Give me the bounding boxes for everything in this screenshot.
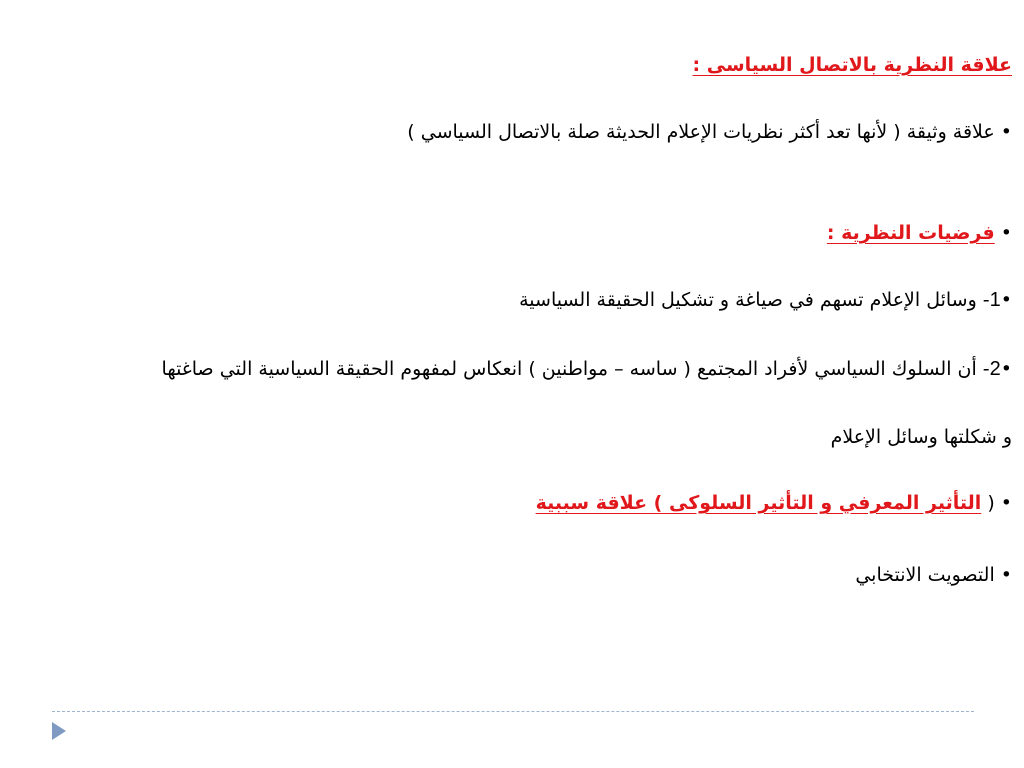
hypothesis-1-text: - وسائل الإعلام تسهم في صياغة و تشكيل الحقيقة السياسية xyxy=(519,289,990,311)
hypothesis-2-continuation xyxy=(831,424,1012,450)
hypotheses-heading-text: فرضيات النظرية : xyxy=(826,222,995,244)
hypothesis-2-text: - أن السلوك السياسي لأفراد المجتمع ( ساسه – مواطنين ) انعكاس لمفهوم الحقيقة السياسية التي صاغتها xyxy=(161,358,990,380)
effect-bullet xyxy=(536,490,1012,516)
bullet-icon: • xyxy=(1000,492,1012,514)
hypothesis-2-number: 2 xyxy=(989,358,1001,380)
bullet-icon: • xyxy=(1000,564,1012,586)
effect-text: التأثير المعرفي و التأثير السلوكى ) علاقة سببية xyxy=(535,492,982,514)
bullet-icon: • xyxy=(1000,222,1012,244)
relation-text: علاقة وثيقة ( لأنها تعد أكثر نظريات الإعلام الحديثة صلة بالاتصال السياسي ) xyxy=(407,121,995,143)
hypotheses-heading xyxy=(827,220,1012,246)
voting-text: التصويت الانتخابي xyxy=(855,564,995,586)
bullet-icon: • xyxy=(1000,121,1012,143)
relation-bullet xyxy=(407,119,1012,145)
play-arrow-icon[interactable] xyxy=(51,721,67,741)
hypothesis-2 xyxy=(162,356,1012,382)
footer-divider xyxy=(52,711,974,712)
hypothesis-1 xyxy=(519,287,1012,313)
hypothesis-1-number: 1 xyxy=(989,289,1001,311)
hypothesis-2-continuation-text: و شكلتها وسائل الإعلام xyxy=(830,426,1012,448)
slide-title xyxy=(693,52,1012,78)
bullet-icon: • xyxy=(1000,358,1012,380)
voting-bullet xyxy=(855,562,1012,588)
slide-title-text: علاقة النظرية بالاتصال السياسى : xyxy=(692,54,1012,76)
effect-open-paren: ( xyxy=(987,492,995,514)
bullet-icon: • xyxy=(1000,289,1012,311)
